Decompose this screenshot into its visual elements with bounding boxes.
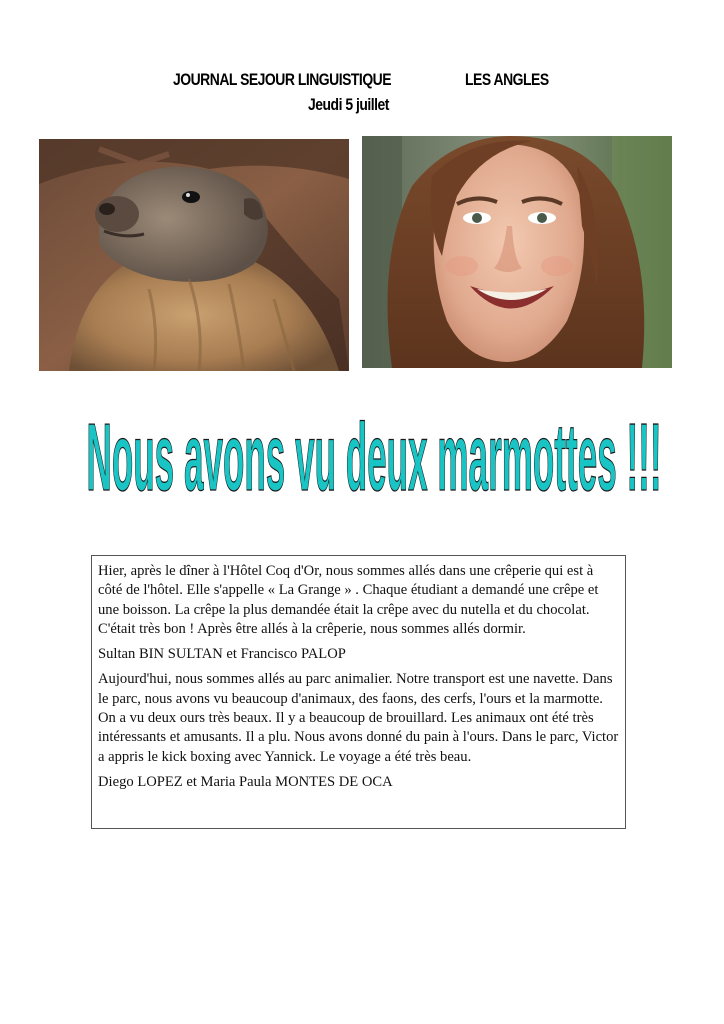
article-box: [91, 555, 626, 829]
journal-title: JOURNAL SEJOUR LINGUISTIQUE: [173, 70, 392, 89]
headline-text: Nous avons vu deux marmottes !!!: [86, 404, 662, 511]
journal-date: Jeudi 5 juillet: [308, 95, 389, 114]
headline: [0, 392, 724, 512]
article-authors-2: Diego LOPEZ et Maria Paula MONTES DE OCA: [98, 773, 393, 790]
article-paragraph-2: Aujourd'hui, nous sommes allés au parc animalier. Notre transport est une navette. Dans le parc, nous avons vu beaucoup d'animaux, des faons, des cerfs, l'ours et la marmotte. On a vu deux ours très beaux. Il y a beaucoup de brouillard. Les animaux ont été très intéressants et amusants. Il a plu. Nous avons donné du pain à l'ours. Dans le parc, Victor a appris le kick boxing avec Yannick. Le voyage a été très beau.: [98, 671, 619, 765]
journal-header: [0, 70, 724, 120]
article-paragraph-1: Hier, après le dîner à l'Hôtel Coq d'Or, nous sommes allés dans une crêperie qui est à côté de l'hôtel. Elle s'appelle « La Grange » . Chaque étudiant a demandé une crêpe et une boisson. La crêpe la plus demandée était la crêpe avec du nutella et du chocolat. C'était très bon ! Après être allés à la crêperie, nous sommes allés dormir.: [98, 563, 599, 637]
journal-location: LES ANGLES: [465, 70, 549, 89]
article-authors-1: Sultan BIN SULTAN et Francisco PALOP: [98, 646, 346, 663]
marmot-photo: [39, 139, 349, 371]
student-portrait-photo: [362, 136, 672, 368]
